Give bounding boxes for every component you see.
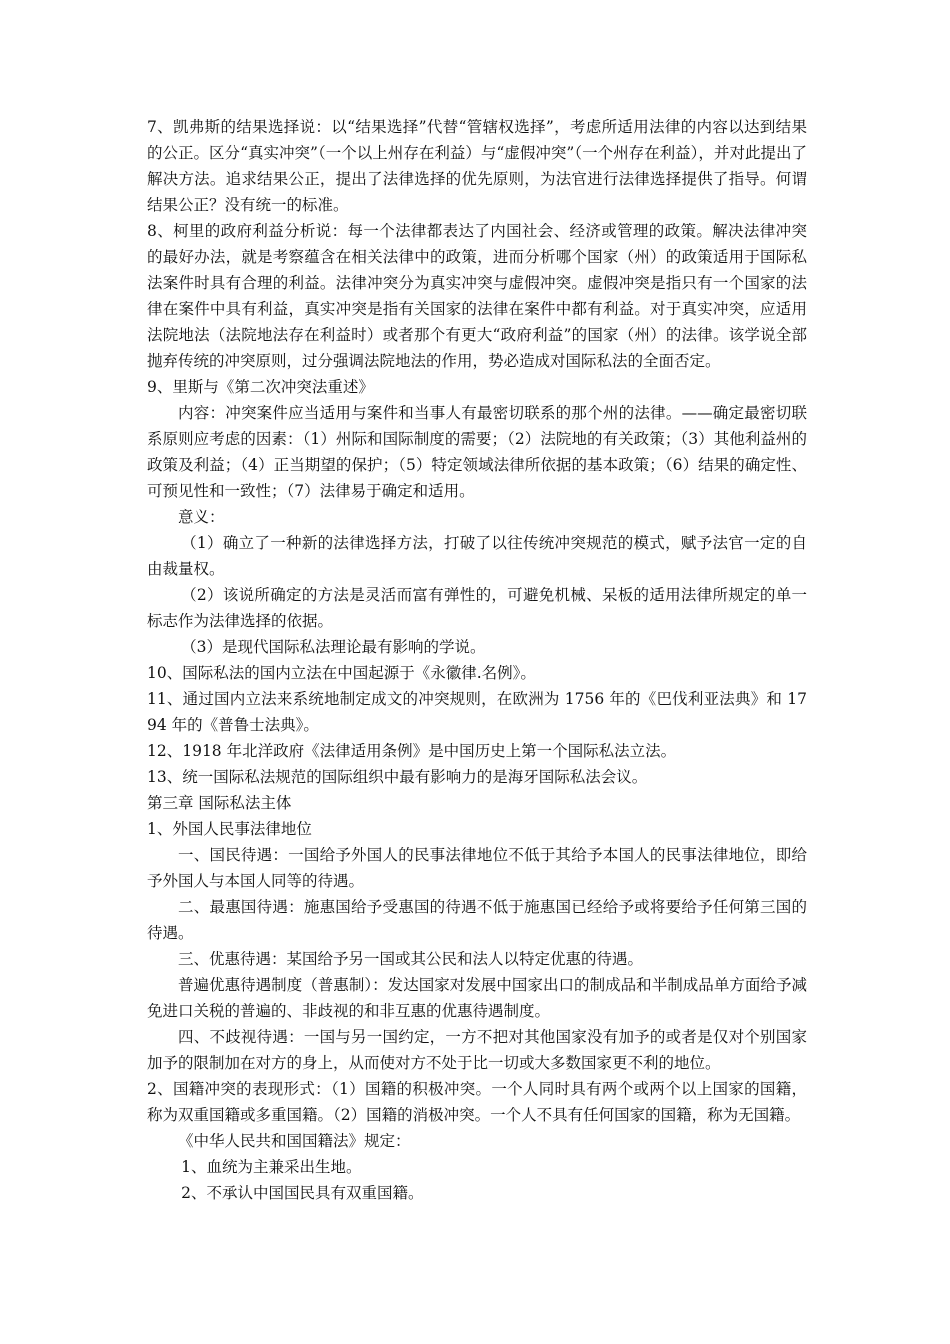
paragraph-currie-governmental-interest: 8、柯里的政府利益分析说：每一个法律都表达了内国社会、经济或管理的政策。解决法律冲突的最好办法，就是考察蕴含在相关法律中的政策，进而分析哪个国家（州）的政策适用于国际私法案件时具有合理的利益。法律冲突分为真实冲突与虚假冲突。虚假冲突是指只有一个国家的法律在案件中具有利益，真实冲突是指有关国家的法律在案件中都有利益。对于真实冲突，应适用法院地法（法院地法存在利益时）或者那个有更大“政府利益”的国家（州）的法律。该学说全部抛弃传统的冲突原则，过分强调法院地法的作用，势必造成对国际私法的全面否定。	[147, 222, 807, 370]
paragraph-gsp: 普遍优惠待遇制度（普惠制）：发达国家对发展中国家出口的制成品和半制成品单方面给予减免进口关税的普遍的、非歧视的和非互惠的优惠待遇制度。	[147, 976, 807, 1020]
paragraph-restatement-content: 内容：冲突案件应当适用与案件和当事人有最密切联系的那个州的法律。——确定最密切联系原则应考虑的因素：（1）州际和国际制度的需要；（2）法院地的有关政策；（3）其他利益州的政策及利益；（4）正当期望的保护；（5）特定领域法律所依据的基本政策；（6）结果的确定性、可预见性和一致性；（7）法律易于确定和适用。	[147, 404, 807, 500]
section-heading-foreigner-status: 1、外国人民事法律地位	[147, 820, 312, 838]
paragraph-national-treatment: 一、国民待遇：一国给予外国人的民事法律地位不低于其给予本国人的民事法律地位，即给予外国人与本国人同等的待遇。	[147, 846, 807, 890]
paragraph-nationality-rule-1: 1、血统为主兼采出生地。	[181, 1158, 362, 1176]
paragraph-significance-label: 意义：	[178, 508, 225, 526]
paragraph-kavers-result-selective: 7、凯弗斯的结果选择说：以“结果选择”代替“管辖权选择”，考虑所适用法律的内容以达到结果的公正。区分“真实冲突”（一个以上州存在利益）与“虚假冲突”（一个州存在利益），并对此提出了解决方法。追求结果公正，提出了法律选择的优先原则，为法官进行法律选择提供了指导。何谓结果公正？没有统一的标准。	[147, 118, 807, 214]
paragraph-significance-3: （3）是现代国际私法理论最有影响的学说。	[181, 638, 486, 656]
paragraph-item-12: 12、1918 年北洋政府《法律适用条例》是中国历史上第一个国际私法立法。	[147, 742, 677, 760]
paragraph-mfn-treatment: 二、最惠国待遇：施惠国给予受惠国的待遇不低于施惠国已经给予或将要给予任何第三国的待遇。	[147, 898, 807, 942]
paragraph-nationality-law: 《中华人民共和国国籍法》规定：	[178, 1132, 411, 1150]
paragraph-nationality-rule-2: 2、不承认中国国民具有双重国籍。	[181, 1184, 424, 1202]
paragraph-item-11: 11、通过国内立法来系统地制定成文的冲突规则，在欧洲为 1756 年的《巴伐利亚法典》和 1794 年的《普鲁士法典》。	[147, 690, 807, 734]
chapter-heading: 第三章 国际私法主体	[147, 794, 292, 812]
paragraph-reese-restatement-heading: 9、里斯与《第二次冲突法重述》	[147, 378, 374, 396]
paragraph-significance-1: （1）确立了一种新的法律选择方法，打破了以往传统冲突规范的模式，赋予法官一定的自由裁量权。	[147, 534, 807, 578]
paragraph-nationality-conflict: 2、国籍冲突的表现形式：（1）国籍的积极冲突。一个人同时具有两个或两个以上国家的国籍，称为双重国籍或多重国籍。（2）国籍的消极冲突。一个人不具有任何国家的国籍，称为无国籍。	[147, 1080, 807, 1124]
paragraph-item-13: 13、统一国际私法规范的国际组织中最有影响力的是海牙国际私法会议。	[147, 768, 648, 786]
document-page	[147, 114, 807, 1206]
paragraph-item-10: 10、国际私法的国内立法在中国起源于《永徽律.名例》。	[147, 664, 536, 682]
paragraph-preferential-treatment: 三、优惠待遇：某国给予另一国或其公民和法人以特定优惠的待遇。	[178, 950, 644, 968]
paragraph-significance-2: （2）该说所确定的方法是灵活而富有弹性的，可避免机械、呆板的适用法律所规定的单一标志作为法律选择的依据。	[147, 586, 807, 630]
paragraph-non-discrimination: 四、不歧视待遇：一国与另一国约定，一方不把对其他国家没有加予的或者是仅对个别国家加予的限制加在对方的身上，从而使对方不处于比一切或大多数国家更不利的地位。	[147, 1028, 807, 1072]
